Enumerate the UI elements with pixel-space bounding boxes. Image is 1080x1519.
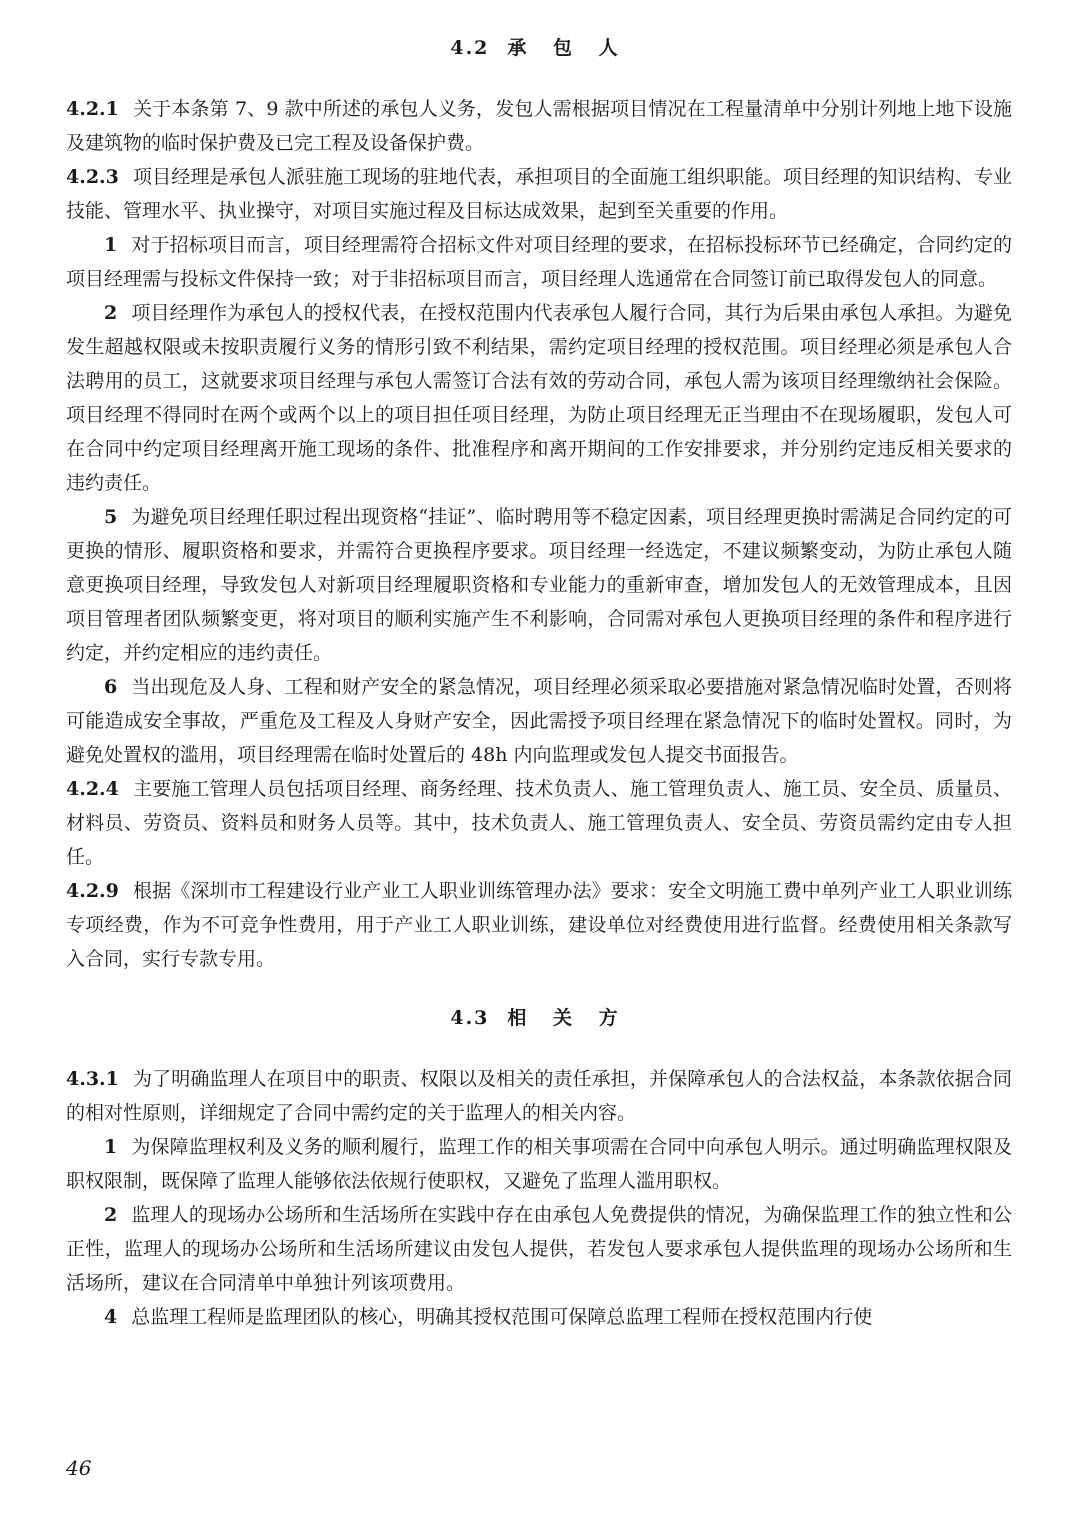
item-number: 4: [104, 1306, 118, 1328]
item-number: 1: [104, 1136, 118, 1158]
clause-4-3-1: [66, 1062, 1012, 1130]
item-text: 监理人的现场办公场所和生活场所在实践中存在由承包人免费提供的情况，为确保监理工作的独立性和公正性，监理人的现场办公场所和生活场所建议由发包人提供，若发包人要求承包人提供监理的现场办公场所和生活场所，建议在合同清单中单独计列该项费用。: [66, 1204, 1012, 1294]
clause-text: 为了明确监理人在项目中的职责、权限以及相关的责任承担，并保障承包人的合法权益，本条款依据合同的相对性原则，详细规定了合同中需约定的关于监理人的相关内容。: [66, 1068, 1012, 1124]
clause-text: 项目经理是承包人派驻施工现场的驻地代表，承担项目的全面施工组织职能。项目经理的知识结构、专业技能、管理水平、执业操守，对项目实施过程及目标达成效果，起到至关重要的作用。: [66, 166, 1012, 222]
item-2: [66, 296, 1012, 500]
item-number: 5: [104, 506, 118, 528]
section-heading-4-2: [66, 28, 1012, 68]
item-number: 2: [104, 302, 118, 324]
item-text: 项目经理作为承包人的授权代表，在授权范围内代表承包人履行合同，其行为后果由承包人承担。为避免发生超越权限或未按职责履行义务的情形引致不利结果，需约定项目经理的授权范围。项目经理必须是承包人合法聘用的员工，这就要求项目经理与承包人需签订合法有效的劳动合同，承包人需为该项目经理缴纳社会保险。项目经理不得同时在两个或两个以上的项目担任项目经理，为防止项目经理无正当理由不在现场履职，发包人可在合同中约定项目经理离开施工现场的条件、批准程序和离开期间的工作安排要求，并分别约定违反相关要求的违约责任。: [66, 302, 1012, 494]
page-number: 46: [66, 1456, 92, 1480]
clause-number: 4.2.9: [66, 880, 119, 902]
clause-number: 4.2.4: [66, 778, 119, 800]
clause-4-2-4: [66, 772, 1012, 874]
item-number: 1: [104, 234, 118, 256]
section-number: 4.3: [450, 1007, 490, 1029]
clause-4-2-1: [66, 92, 1012, 160]
document-page: [66, 28, 1012, 1334]
item-text: 为避免项目经理任职过程出现资格“挂证”、临时聘用等不稳定因素，项目经理更换时需满足合同约定的可更换的情形、履职资格和要求，并需符合更换程序要求。项目经理一经选定，不建议频繁变动，为防止承包人随意更换项目经理，导致发包人对新项目经理履职资格和专业能力的重新审查，增加发包人的无效管理成本，且因项目管理者团队频繁变更，将对项目的顺利实施产生不利影响，合同需对承包人更换项目经理的条件和程序进行约定，并约定相应的违约责任。: [66, 506, 1012, 664]
item-1: [66, 1130, 1012, 1198]
section-number: 4.2: [450, 37, 490, 59]
clause-4-2-9: [66, 874, 1012, 976]
item-5: [66, 500, 1012, 670]
section-heading-4-3: [66, 998, 1012, 1038]
clause-number: 4.3.1: [66, 1068, 119, 1090]
item-2: [66, 1198, 1012, 1300]
item-6: [66, 670, 1012, 772]
item-text: 总监理工程师是监理团队的核心，明确其授权范围可保障总监理工程师在授权范围内行使: [131, 1306, 873, 1328]
clause-number: 4.2.1: [66, 98, 119, 120]
clause-4-2-3: [66, 160, 1012, 228]
item-text: 对于招标项目而言，项目经理需符合招标文件对项目经理的要求，在招标投标环节已经确定，合同约定的项目经理需与投标文件保持一致；对于非招标项目而言，项目经理人选通常在合同签订前已取得发包人的同意。: [66, 234, 1012, 290]
item-text: 为保障监理权利及义务的顺利履行，监理工作的相关事项需在合同中向承包人明示。通过明确监理权限及职权限制，既保障了监理人能够依法依规行使职权，又避免了监理人滥用职权。: [66, 1136, 1012, 1192]
item-1: [66, 228, 1012, 296]
item-number: 2: [104, 1204, 118, 1226]
item-text: 当出现危及人身、工程和财产安全的紧急情况，项目经理必须采取必要措施对紧急情况临时处置，否则将可能造成安全事故，严重危及工程及人身财产安全，因此需授予项目经理在紧急情况下的临时处置权。同时，为避免处置权的滥用，项目经理需在临时处置后的 48h 内向监理或发包人提交书面报告。: [66, 676, 1012, 766]
section-title: 承 包 人: [507, 37, 628, 59]
clause-text: 关于本条第 7、9 款中所述的承包人义务，发包人需根据项目情况在工程量清单中分别计列地上地下设施及建筑物的临时保护费及已完工程及设备保护费。: [66, 98, 1012, 154]
section-title: 相 关 方: [507, 1007, 628, 1029]
item-number: 6: [104, 676, 118, 698]
clause-number: 4.2.3: [66, 166, 119, 188]
item-4: [66, 1300, 1012, 1334]
clause-text: 根据《深圳市工程建设行业产业工人职业训练管理办法》要求：安全文明施工费中单列产业工人职业训练专项经费，作为不可竞争性费用，用于产业工人职业训练，建设单位对经费使用进行监督。经费使用相关条款写入合同，实行专款专用。: [66, 880, 1012, 970]
clause-text: 主要施工管理人员包括项目经理、商务经理、技术负责人、施工管理负责人、施工员、安全员、质量员、材料员、劳资员、资料员和财务人员等。其中，技术负责人、施工管理负责人、安全员、劳资员需约定由专人担任。: [66, 778, 1012, 868]
